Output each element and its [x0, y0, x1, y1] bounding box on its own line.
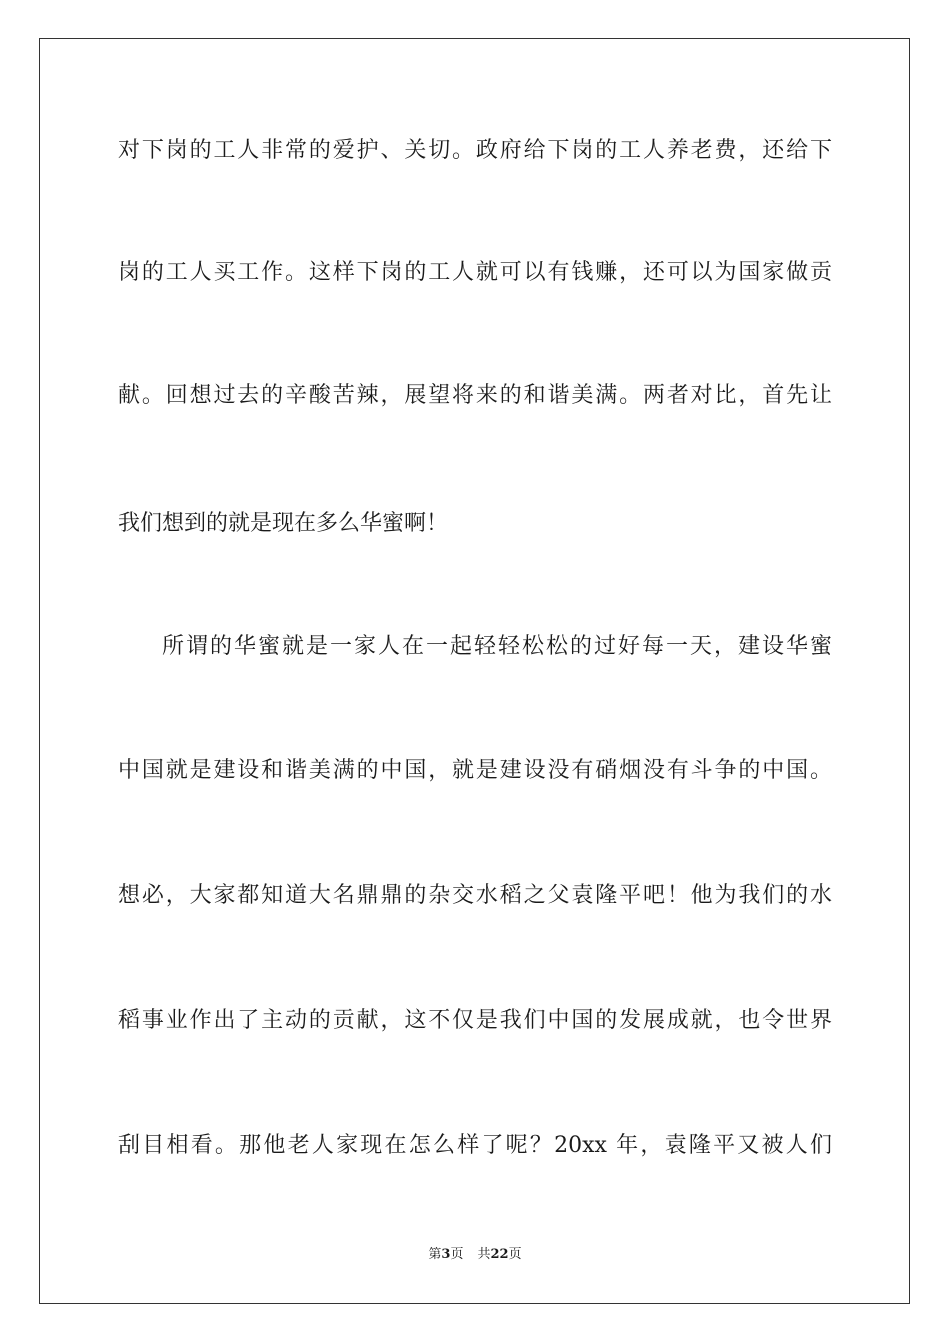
paragraph-line-9: 刮目相看。那他老人家现在怎么样了呢？20xx 年，袁隆平又被人们 [118, 1133, 832, 1158]
paragraph-line-1: 对下岗的工人非常的爱护、关切。政府给下岗的工人养老费，还给下 [118, 138, 832, 163]
paragraph-line-8: 稻事业作出了主动的贡献，这不仅是我们中国的发展成就，也令世界 [118, 1008, 832, 1033]
page-number-current: 3 [441, 1247, 451, 1262]
paragraph-line-5: 所谓的华蜜就是一家人在一起轻轻松松的过好每一天，建设华蜜 [162, 634, 832, 659]
paragraph-line-4: 我们想到的就是现在多么华蜜啊！ [118, 511, 449, 536]
page-footer [0, 1246, 950, 1264]
page-total-suffix: 页 [508, 1247, 522, 1262]
paragraph-line-2: 岗的工人买工作。这样下岗的工人就可以有钱赚，还可以为国家做贡 [118, 260, 832, 285]
page-number-prefix: 第 [428, 1247, 442, 1262]
page-number-suffix: 页 [450, 1247, 464, 1262]
paragraph-line-7: 想必，大家都知道大名鼎鼎的杂交水稻之父袁隆平吧！他为我们的水 [118, 883, 832, 908]
paragraph-line-6: 中国就是建设和谐美满的中国，就是建设没有硝烟没有斗争的中国。 [118, 758, 832, 783]
page-total-prefix: 共 [477, 1247, 491, 1262]
page-number-total: 22 [490, 1247, 509, 1262]
paragraph-line-3: 献。回想过去的辛酸苦辣，展望将来的和谐美满。两者对比，首先让 [118, 383, 832, 408]
page-border [39, 38, 910, 1304]
